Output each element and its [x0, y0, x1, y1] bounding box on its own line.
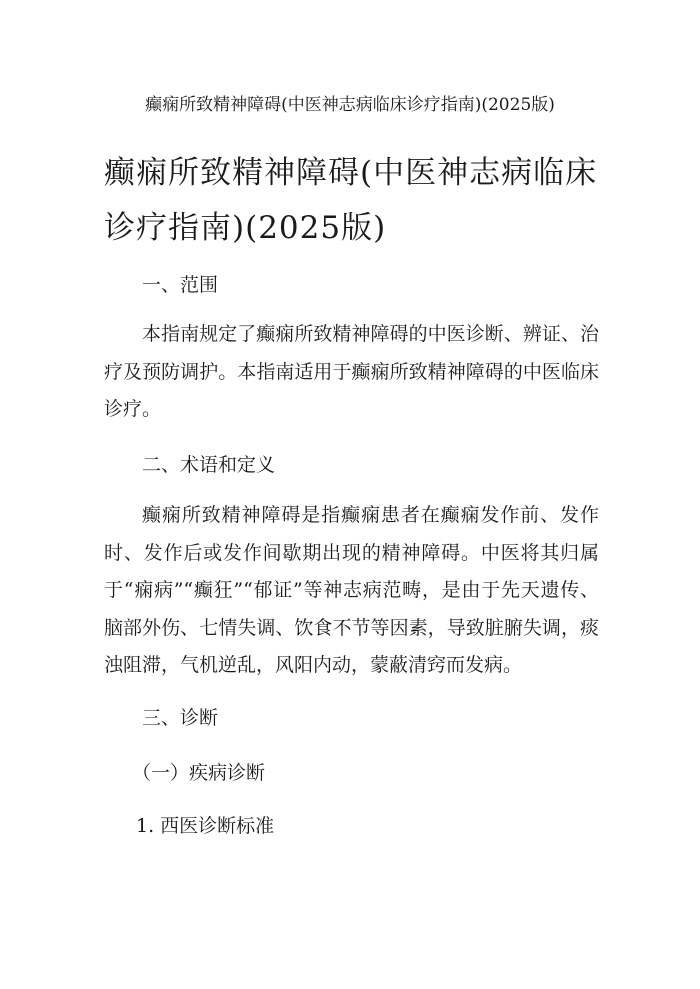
section-heading-scope: 一、范围: [142, 274, 219, 296]
document-title: 癫痫所致精神障碍(中医神志病临床诊疗指南)(2025版): [104, 155, 598, 246]
subheading-disease-diagnosis: （一）疾病诊断: [132, 762, 266, 784]
section-body-scope: 本指南规定了癫痫所致精神障碍的中医诊断、辨证、治疗及预防调护。本指南适用于癫痫所致精神障碍的中医临床诊疗。: [104, 323, 599, 420]
section-heading-diagnosis: 三、诊断: [142, 707, 219, 729]
section-heading-terms: 二、术语和定义: [142, 454, 276, 476]
running-header: 癫痫所致精神障碍(中医神志病临床诊疗指南)(2025版): [145, 95, 555, 115]
section-body-terms: 癫痫所致精神障碍是指癫痫患者在癫痫发作前、发作时、发作后或发作间歇期出现的精神障碍。中医将其归属于“痫病”“癫狂”“郁证”等神志病范畴，是由于先天遗传、脑部外伤、七情失调、饮食不节等因素，导致脏腑失调，痰浊阻滞，气机逆乱，风阳内动，蒙蔽清窍而发病。: [104, 504, 599, 676]
subheading-western-criteria: 1. 西医诊断标准: [136, 815, 275, 837]
